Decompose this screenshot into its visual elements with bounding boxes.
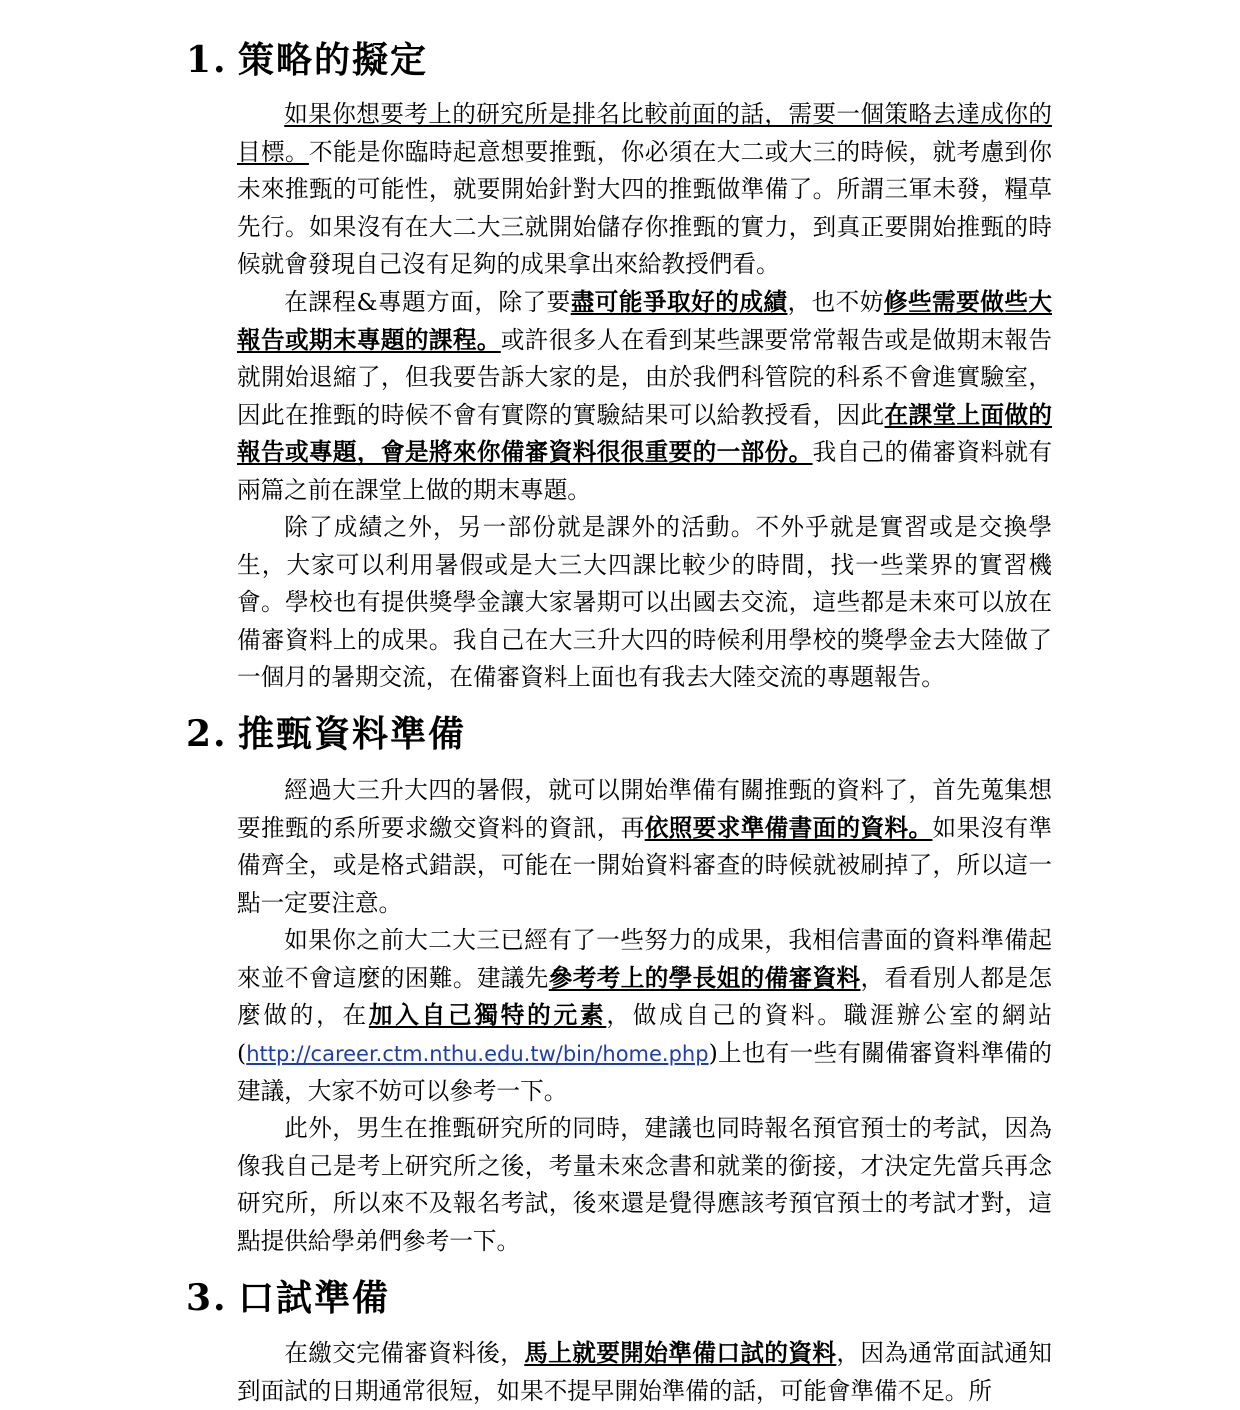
emphasized-text: 修些需要做些大報告或期末專題的課程。	[237, 288, 1053, 354]
emphasized-text: 依照要求準備書面的資料。	[644, 813, 933, 842]
emphasized-text: 在課堂上面做的報告或專題，會是將來你備審資料很很重要的一部份。	[237, 400, 1053, 467]
body-text: ，因為通常面試通知到面試的日期通常很短，如果不提早開始準備的話，可能會準備不足。所	[237, 1339, 1053, 1405]
body-text: ，做成自己的資料。職涯辦公室的網站(	[237, 1001, 1053, 1067]
body-text: 此外，男生在推甄研究所的同時，建議也同時報名預官預士的考試，因為像我自己是考上研究所之後，考量未來念書和就業的銜接，才決定先當兵再念研究所，所以來不及報名考試，後來還是覺得應該考預官預士的考試才對，這點提供給學弟們參考一下。	[237, 1114, 1052, 1255]
body-text: 如果沒有準備齊全，或是格式錯誤，可能在一開始資料審查的時候就被刷掉了，所以這一點一定要注意。	[237, 813, 1053, 917]
career-office-link[interactable]: http://career.ctm.nthu.edu.tw/bin/home.php	[246, 1041, 709, 1066]
body-text: ，也不妨	[787, 288, 884, 316]
paragraph	[237, 509, 1052, 697]
section-title: 口試準備	[238, 1277, 391, 1319]
section-title: 策略的擬定	[238, 39, 429, 81]
emphasized-text: 盡可能爭取好的成績	[570, 288, 788, 316]
body-text: )上也有一些有關備審資料準備的建議，大家不妨可以參考一下。	[237, 1038, 1052, 1106]
body-text: 除了成績之外，另一部份就是課外的活動。不外乎就是實習或是交換學生，大家可以利用暑假或是大三大四課比較少的時間，找一些業界的實習機會。學校也有提供獎學金讓大家暑期可以出國去交流，這些都是未來可以放在備審資料上的成果。我自己在大三升大四的時候利用學校的獎學金去大陸做了一個月的暑期交流，在備審資料上面也有我去大陸交流的專題報告。	[237, 513, 1052, 692]
emphasized-text: 參考考上的學長姐的備審資料	[548, 963, 861, 992]
paragraph	[237, 284, 1052, 510]
body-text: 如果你之前大二大三已經有了一些努力的成果，我相信書面的資料準備起來並不會這麼的困難。建議先	[237, 926, 1052, 992]
body-text: 經過大三升大四的暑假，就可以開始準備有關推甄的資料了，首先蒐集想要推甄的系所要求繳交資料的資訊，再	[237, 776, 1052, 842]
body-text: 不能是你臨時起意想要推甄，你必須在大二或大三的時候，就考慮到你未來推甄的可能性，就要開始針對大四的推甄做準備了。所謂三軍未發，糧草先行。如果沒有在大二大三就開始儲存你推甄的實力，到真正要開始推甄的時候就會發現自己沒有足夠的成果拿出來給教授們看。	[237, 137, 1053, 279]
paragraph	[237, 922, 1052, 1111]
paragraph	[237, 1110, 1052, 1260]
body-text: 我自己的備審資料就有兩篇之前在課堂上做的期末專題。	[237, 438, 1053, 504]
section-heading-2	[186, 712, 466, 756]
paragraph	[237, 772, 1052, 922]
paragraph	[237, 96, 1052, 284]
paragraph	[237, 1335, 1052, 1410]
section-number: 1.	[186, 39, 228, 81]
body-text: 或許很多人在看到某些課要常常報告或是做期末報告就開始退縮了，但我要告訴大家的是，由於我們科管院的科系不會進實驗室，因此在推甄的時候不會有實際的實驗結果可以給教授看，因此	[237, 325, 1053, 429]
body-text: 在課程&專題方面，除了要	[284, 288, 571, 316]
section-heading-3	[186, 1276, 390, 1320]
emphasized-text: 加入自己獨特的元素	[368, 1001, 607, 1030]
emphasized-text: 馬上就要開始準備口試的資料	[524, 1339, 837, 1367]
section-number: 2.	[186, 713, 228, 755]
body-text: ，看看別人都是怎麼做的，在	[237, 963, 1052, 1030]
section-heading-1	[186, 38, 428, 82]
section-number: 3.	[186, 1277, 228, 1319]
section-title: 推甄資料準備	[238, 713, 467, 755]
body-text: 在繳交完備審資料後，	[284, 1339, 525, 1367]
emphasized-text: 如果你想要考上的研究所是排名比較前面的話，需要一個策略去達成你的目標。	[237, 100, 1052, 166]
